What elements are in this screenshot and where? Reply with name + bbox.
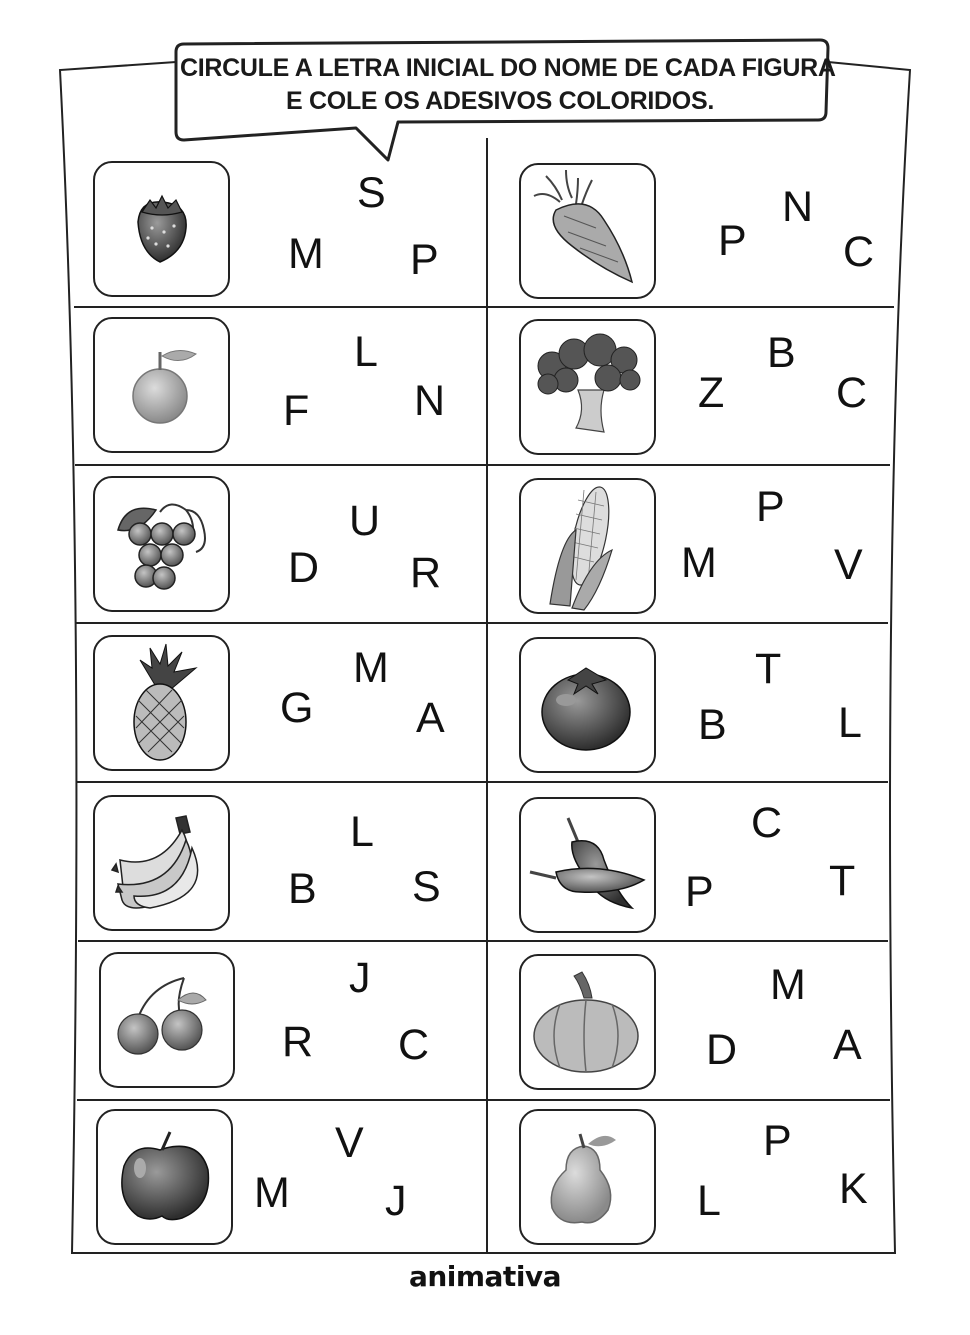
letter-option[interactable]: C <box>843 228 875 276</box>
brand-logo: animativa <box>408 1260 562 1293</box>
letter-option[interactable]: N <box>414 377 446 425</box>
letter-option[interactable]: G <box>280 684 314 732</box>
instructions-line-1: CIRCULE A LETRA INICIAL DO NOME DE CADA FIGURA <box>180 54 836 82</box>
letter-option[interactable]: S <box>357 169 386 217</box>
letter-option[interactable]: R <box>410 549 442 597</box>
letter-option[interactable]: D <box>706 1026 738 1074</box>
instructions-text <box>180 52 836 118</box>
letter-option[interactable]: J <box>385 1177 407 1225</box>
letter-option[interactable]: J <box>349 954 371 1002</box>
letter-option[interactable]: B <box>767 329 796 377</box>
letter-option[interactable]: T <box>829 857 856 905</box>
letter-option[interactable]: S <box>412 863 441 911</box>
letter-option[interactable]: L <box>350 808 374 856</box>
letter-option[interactable]: M <box>254 1169 290 1217</box>
letter-option[interactable]: P <box>685 868 714 916</box>
letter-option[interactable]: C <box>836 369 868 417</box>
instructions-line-2: E COLE OS ADESIVOS COLORIDOS. <box>286 87 714 115</box>
letter-option[interactable]: V <box>834 541 863 589</box>
letter-option[interactable]: V <box>335 1119 364 1167</box>
letter-option[interactable]: L <box>354 328 378 376</box>
letter-option[interactable]: M <box>681 539 717 587</box>
letter-option[interactable]: A <box>833 1021 862 1069</box>
letter-option[interactable]: B <box>698 701 727 749</box>
letter-option[interactable]: P <box>763 1117 792 1165</box>
letter-option[interactable]: Z <box>698 369 725 417</box>
letter-option[interactable]: P <box>410 236 439 284</box>
letter-option[interactable]: C <box>751 799 783 847</box>
letter-option[interactable]: M <box>770 961 806 1009</box>
letter-option[interactable]: U <box>349 497 381 545</box>
letter-option[interactable]: M <box>353 644 389 692</box>
letter-option[interactable]: F <box>283 387 310 435</box>
letter-option[interactable]: P <box>756 483 785 531</box>
letter-option[interactable]: B <box>288 865 317 913</box>
letter-option[interactable]: K <box>839 1165 868 1213</box>
letter-option[interactable]: M <box>288 230 324 278</box>
letter-option[interactable]: C <box>398 1021 430 1069</box>
letter-option[interactable]: T <box>755 645 782 693</box>
letter-option[interactable]: P <box>718 217 747 265</box>
letter-option[interactable]: R <box>282 1018 314 1066</box>
letter-option[interactable]: N <box>782 183 814 231</box>
letter-option[interactable]: L <box>697 1177 721 1225</box>
letter-option[interactable]: A <box>416 694 445 742</box>
letter-option[interactable]: L <box>838 699 862 747</box>
letter-option[interactable]: D <box>288 544 320 592</box>
